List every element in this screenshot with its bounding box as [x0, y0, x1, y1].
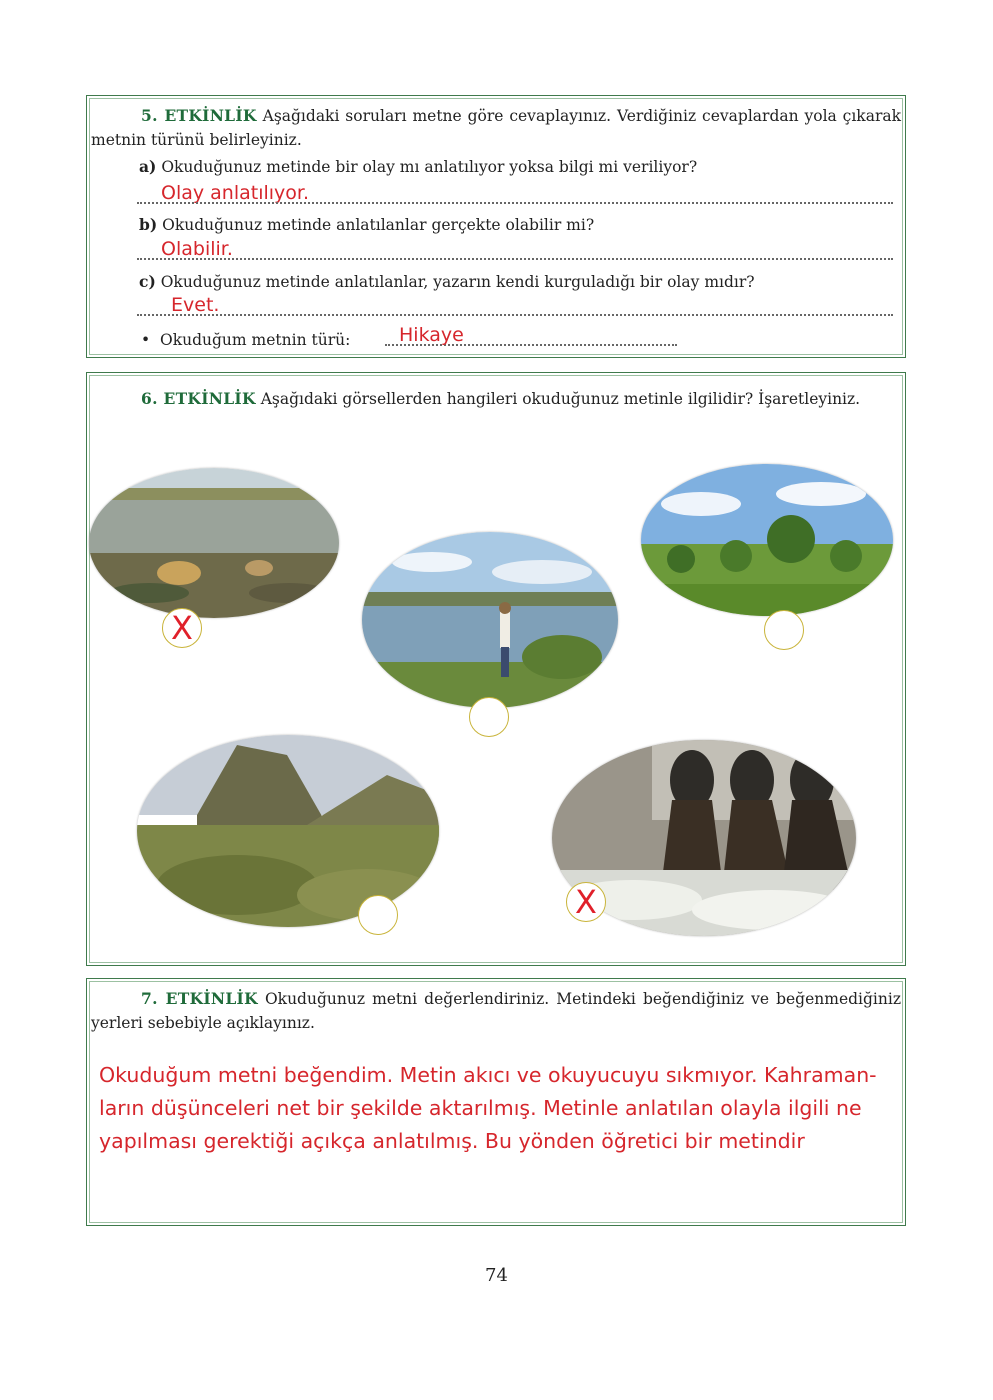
- question-c: c) Okuduğunuz metinde anlatılanlar, yazarın kendi kurguladığı bir olay mıdır?: [139, 272, 755, 291]
- photo-fisherman-lake: [362, 532, 618, 708]
- activity-5-box: [86, 95, 906, 358]
- checkbox-mountain[interactable]: [358, 895, 398, 935]
- answer-c: Evet.: [171, 294, 220, 316]
- checkbox-polluted-shore[interactable]: X: [162, 608, 202, 648]
- answer-line-b[interactable]: [137, 256, 893, 260]
- text-type-row: • Okuduğum metnin türü:: [141, 331, 351, 349]
- answer-line: Okuduğum metni beğendim. Metin akıcı ve okuyucuyu sıkmıyor. Kahraman-: [99, 1063, 877, 1087]
- activity-7-answer[interactable]: [99, 1059, 895, 1158]
- photo-polluted-shore: [89, 468, 339, 618]
- question-a: a) Okuduğunuz metinde bir olay mı anlatılıyor yoksa bilgi mi veriliyor?: [139, 157, 698, 176]
- answer-line: ların düşünceleri net bir şekilde aktarılmış. Metinle anlatılan olayla ilgili ne: [99, 1096, 862, 1120]
- activity-7-box: [86, 978, 906, 1226]
- answer-b: Olabilir.: [161, 238, 233, 260]
- checkbox-sewage-outflow[interactable]: X: [566, 882, 606, 922]
- answer-line: yapılması gerektiği açıkça anlatılmış. Bu yönden öğretici bir metindir: [99, 1129, 805, 1153]
- activity-5-title: 5. ETKİNLİK: [141, 106, 257, 125]
- activity-6-title: 6. ETKİNLİK: [141, 389, 256, 408]
- photo-orchard: [641, 464, 893, 616]
- activity-7-instruction: Okuduğunuz metni değerlendiriniz. Metindeki beğendiğiniz ve beğenmediğiniz yerleri sebebiyle açıklayınız.: [91, 990, 901, 1032]
- answer-line-a[interactable]: [137, 200, 893, 204]
- page-number: 74: [485, 1265, 508, 1286]
- activity-6-instruction: Aşağıdaki görsellerden hangileri okuduğunuz metinle ilgilidir? İşaretleyiniz.: [260, 390, 861, 408]
- checkbox-orchard[interactable]: [764, 610, 804, 650]
- text-type-answer: Hikaye: [399, 324, 464, 346]
- answer-a: Olay anlatılıyor.: [161, 182, 310, 204]
- activity-5-instruction: Aşağıdaki soruları metne göre cevaplayınız. Verdiğiniz cevaplardan yola çıkarak metnin türünü belirleyiniz.: [91, 107, 901, 149]
- photo-mountain: [137, 735, 439, 927]
- question-b: b) Okuduğunuz metinde anlatılanlar gerçekte olabilir mi?: [139, 215, 595, 234]
- checkbox-fisherman-lake[interactable]: [469, 697, 509, 737]
- activity-5-intro: [87, 104, 905, 152]
- activity-6-intro: [87, 387, 905, 411]
- answer-line-c[interactable]: [137, 312, 893, 316]
- activity-7-intro: [87, 987, 905, 1035]
- activity-7-title: 7. ETKİNLİK: [141, 989, 258, 1008]
- text-type-label: Okuduğum metnin türü:: [160, 331, 351, 349]
